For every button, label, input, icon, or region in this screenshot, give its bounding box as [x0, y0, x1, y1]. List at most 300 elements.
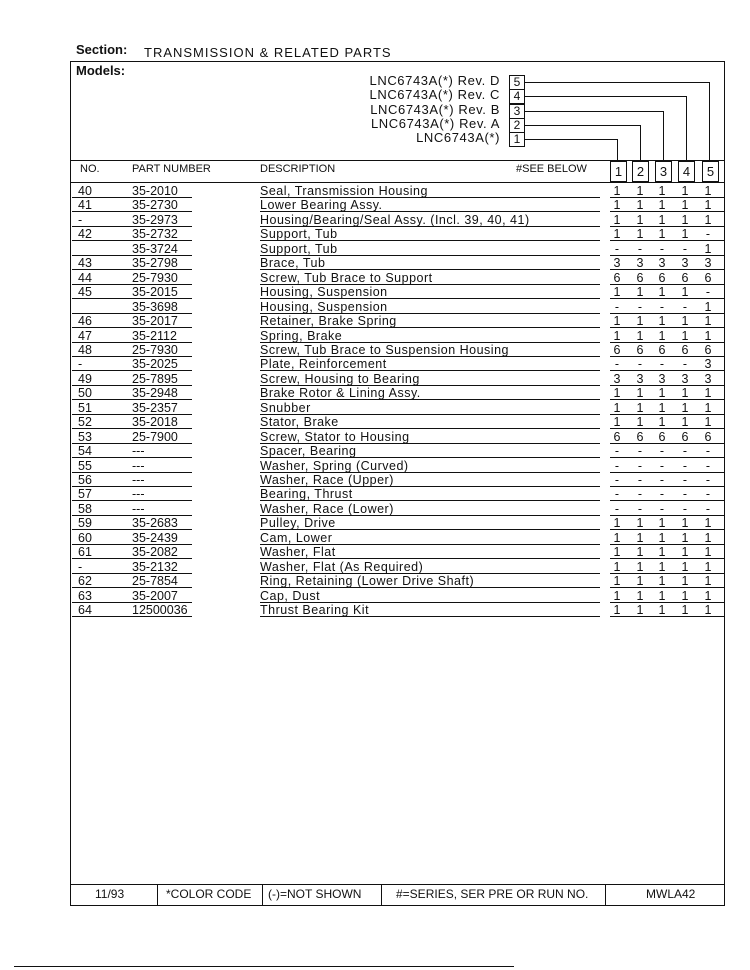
quantity-series-3: 1 — [658, 559, 666, 574]
quantity-series-4: 1 — [681, 328, 689, 343]
quantity-series-1: - — [614, 487, 620, 502]
quantity-series-3: 1 — [658, 603, 666, 618]
table-row — [70, 430, 725, 445]
quantity-series-4: 1 — [681, 415, 689, 430]
quantity-series-3: 1 — [658, 386, 666, 401]
quantity-series-4: 1 — [681, 559, 689, 574]
footer-not-shown: (-)=NOT SHOWN — [268, 887, 362, 901]
quantity-series-2: - — [637, 241, 643, 256]
quantity-series-5: - — [705, 444, 711, 459]
quantity-series-2: 1 — [636, 545, 644, 560]
part-number: 25-7900 — [132, 429, 178, 444]
item-number: 42 — [78, 227, 92, 242]
quantity-series-2: 6 — [636, 342, 644, 357]
part-description: Spacer, Bearing — [260, 444, 357, 459]
quantity-series-2: 6 — [636, 270, 644, 285]
quantity-series-5: 1 — [704, 516, 712, 531]
quantity-series-1: 1 — [613, 328, 621, 343]
footer-separator — [157, 884, 158, 906]
quantity-series-3: - — [659, 357, 665, 372]
table-row — [70, 516, 725, 531]
item-number: 59 — [78, 516, 92, 531]
quantity-series-5: 1 — [704, 328, 712, 343]
table-row — [70, 343, 725, 358]
model-name: LNC6743A(*) Rev. A — [370, 115, 500, 131]
quantity-series-3: 1 — [658, 516, 666, 531]
item-number: 64 — [78, 603, 92, 618]
quantity-series-1: 6 — [613, 429, 621, 444]
model-connector — [640, 125, 641, 161]
table-row — [70, 213, 725, 228]
table-row — [70, 502, 725, 517]
table-row — [70, 444, 725, 459]
part-description: Screw, Stator to Housing — [260, 429, 410, 444]
item-number: 58 — [78, 501, 92, 516]
quantity-series-2: 1 — [636, 227, 644, 242]
quantity-series-4: 1 — [681, 314, 689, 329]
part-number: --- — [132, 444, 145, 459]
model-name: LNC6743A(*) — [416, 130, 500, 146]
table-row — [70, 459, 725, 474]
quantity-series-4: 1 — [681, 184, 689, 198]
quantity-series-4: - — [682, 487, 688, 502]
quantity-series-5: 1 — [704, 299, 712, 314]
table-row — [70, 329, 725, 344]
part-number: 35-2132 — [132, 559, 178, 574]
quantity-series-2: 1 — [636, 574, 644, 589]
model-connector — [525, 111, 663, 112]
quantity-series-3: - — [659, 241, 665, 256]
quantity-series-1: 1 — [613, 386, 621, 401]
part-number: 12500036 — [132, 603, 188, 618]
model-connector — [525, 139, 617, 140]
quantity-series-2: 1 — [636, 212, 644, 227]
quantity-series-2: 1 — [636, 530, 644, 545]
quantity-series-1: - — [614, 444, 620, 459]
part-description: Lower Bearing Assy. — [260, 198, 383, 213]
part-number: --- — [132, 473, 145, 487]
quantity-series-1: 3 — [613, 371, 621, 386]
quantity-series-3: - — [659, 473, 665, 487]
quantity-series-1: 1 — [613, 285, 621, 300]
quantity-series-4: 3 — [681, 256, 689, 271]
part-number: 35-2683 — [132, 516, 178, 531]
quantity-series-1: 1 — [613, 603, 621, 618]
col-header-see-below: #SEE BELOW — [516, 163, 587, 175]
quantity-series-1: 1 — [613, 588, 621, 603]
quantity-series-5: 1 — [704, 588, 712, 603]
item-number: 48 — [78, 342, 92, 357]
quantity-series-4: - — [682, 458, 688, 473]
table-row — [70, 357, 725, 372]
item-number: 44 — [78, 270, 92, 285]
quantity-series-5: 1 — [704, 400, 712, 415]
quantity-series-4: 1 — [681, 574, 689, 589]
quantity-series-3: 1 — [658, 545, 666, 560]
part-description: Cap, Dust — [260, 588, 321, 603]
quantity-series-3: 3 — [658, 256, 666, 271]
header-underline — [70, 182, 725, 183]
quantity-series-3: 1 — [658, 212, 666, 227]
item-number: 47 — [78, 328, 92, 343]
model-connector — [709, 82, 710, 161]
quantity-series-2: 1 — [636, 516, 644, 531]
part-description: Plate, Reinforcement — [260, 357, 387, 372]
table-row — [70, 473, 725, 488]
part-description: Ring, Retaining (Lower Drive Shaft) — [260, 574, 475, 589]
part-description: Seal, Transmission Housing — [260, 184, 428, 198]
part-description: Screw, Tub Brace to Support — [260, 270, 433, 285]
part-description: Housing, Suspension — [260, 299, 388, 314]
item-number: 62 — [78, 574, 92, 589]
model-connector — [525, 125, 640, 126]
quantity-series-4: 1 — [681, 227, 689, 242]
part-description: Washer, Flat — [260, 545, 336, 560]
quantity-series-2: 1 — [636, 603, 644, 618]
footer-page-code: MWLA42 — [646, 887, 696, 901]
quantity-series-4: 6 — [681, 429, 689, 444]
table-row — [70, 227, 725, 242]
quantity-series-4: 1 — [681, 198, 689, 213]
models-label: Models: — [76, 63, 126, 78]
quantity-series-5: 1 — [704, 386, 712, 401]
quantity-series-4: - — [682, 299, 688, 314]
part-number: 35-3724 — [132, 241, 178, 256]
quantity-series-2: 3 — [636, 371, 644, 386]
table-row — [70, 256, 725, 271]
quantity-series-4: 1 — [681, 386, 689, 401]
quantity-series-1: - — [614, 241, 620, 256]
quantity-series-2: - — [637, 357, 643, 372]
item-number: 63 — [78, 588, 92, 603]
quantity-series-5: 1 — [704, 241, 712, 256]
quantity-series-1: - — [614, 357, 620, 372]
quantity-series-4: 1 — [681, 516, 689, 531]
quantity-series-2: 1 — [636, 415, 644, 430]
quantity-series-5: - — [705, 473, 711, 487]
model-name: LNC6743A(*) Rev. B — [370, 101, 500, 117]
model-name: LNC6743A(*) Rev. D — [369, 73, 500, 88]
part-number: 35-2973 — [132, 212, 178, 227]
part-description: Support, Tub — [260, 227, 338, 242]
quantity-series-4: - — [682, 473, 688, 487]
item-number: 54 — [78, 444, 92, 459]
row-underline — [610, 616, 725, 617]
section-label: Section: — [76, 42, 128, 57]
part-description: Stator, Brake — [260, 415, 339, 430]
part-number: 35-2730 — [132, 198, 178, 213]
item-number: 56 — [78, 473, 92, 487]
part-description: Bearing, Thrust — [260, 487, 353, 502]
quantity-series-3: 1 — [658, 415, 666, 430]
series-header-5: 5 — [702, 161, 719, 182]
part-number: 35-2112 — [132, 328, 177, 343]
quantity-series-3: 1 — [658, 227, 666, 242]
quantity-series-1: 1 — [613, 530, 621, 545]
footer-color-code: *COLOR CODE — [166, 887, 252, 901]
quantity-series-3: 1 — [658, 198, 666, 213]
quantity-series-5: 3 — [704, 256, 712, 271]
table-row — [70, 242, 725, 257]
model-series-box: 3 — [509, 104, 525, 119]
item-number: 40 — [78, 184, 92, 198]
quantity-series-1: - — [614, 458, 620, 473]
quantity-series-5: 1 — [704, 603, 712, 618]
row-underline — [260, 616, 600, 617]
table-row — [70, 415, 725, 430]
series-header-1: 1 — [610, 161, 627, 182]
quantity-series-4: 1 — [681, 212, 689, 227]
part-description: Screw, Housing to Bearing — [260, 371, 420, 386]
series-header-4: 4 — [678, 161, 695, 182]
table-row — [70, 603, 725, 618]
quantity-series-4: - — [682, 444, 688, 459]
footer-separator — [262, 884, 263, 906]
quantity-series-2: - — [637, 458, 643, 473]
part-description: Snubber — [260, 400, 311, 415]
quantity-series-1: 1 — [613, 212, 621, 227]
part-description: Thrust Bearing Kit — [260, 603, 370, 618]
quantity-series-2: 1 — [636, 386, 644, 401]
quantity-series-5: 1 — [704, 574, 712, 589]
item-number: 49 — [78, 371, 92, 386]
quantity-series-2: 1 — [636, 559, 644, 574]
model-connector — [617, 139, 618, 161]
model-series-box: 5 — [509, 75, 525, 90]
series-header-2: 2 — [632, 161, 649, 182]
quantity-series-1: 6 — [613, 270, 621, 285]
quantity-series-4: 1 — [681, 588, 689, 603]
part-number: --- — [132, 458, 145, 473]
quantity-series-1: 1 — [613, 314, 621, 329]
quantity-series-4: 6 — [681, 270, 689, 285]
quantity-series-5: - — [705, 227, 711, 242]
quantity-series-4: 6 — [681, 342, 689, 357]
quantity-series-5: 6 — [704, 429, 712, 444]
footer-date: 11/93 — [95, 887, 125, 901]
part-number: --- — [132, 501, 145, 516]
quantity-series-2: - — [637, 473, 643, 487]
model-series-box: 2 — [509, 118, 525, 133]
quantity-series-5: 3 — [704, 371, 712, 386]
quantity-series-4: 1 — [681, 400, 689, 415]
item-number: 60 — [78, 530, 92, 545]
part-description: Pulley, Drive — [260, 516, 336, 531]
col-header-no: NO. — [80, 163, 100, 175]
quantity-series-5: 1 — [704, 559, 712, 574]
part-number: 35-2007 — [132, 588, 178, 603]
quantity-series-5: - — [705, 487, 711, 502]
part-description: Housing, Suspension — [260, 285, 388, 300]
col-header-part-number: PART NUMBER — [132, 163, 211, 175]
quantity-series-3: 1 — [658, 314, 666, 329]
quantity-series-1: 1 — [613, 516, 621, 531]
footer-separator — [605, 884, 606, 906]
table-row — [70, 560, 725, 575]
quantity-series-4: - — [682, 357, 688, 372]
table-row — [70, 184, 725, 199]
series-header-3: 3 — [655, 161, 672, 182]
footer-divider — [70, 884, 725, 885]
quantity-series-2: - — [637, 299, 643, 314]
quantity-series-2: - — [637, 487, 643, 502]
item-number: 55 — [78, 458, 92, 473]
part-description: Brace, Tub — [260, 256, 326, 271]
item-number: 53 — [78, 429, 92, 444]
quantity-series-3: 1 — [658, 328, 666, 343]
table-row — [70, 285, 725, 300]
section-title: TRANSMISSION & RELATED PARTS — [144, 45, 392, 60]
part-number: 35-2010 — [132, 184, 178, 198]
quantity-series-1: 1 — [613, 198, 621, 213]
item-number: - — [78, 559, 83, 574]
part-number: --- — [132, 487, 145, 502]
quantity-series-4: 3 — [681, 371, 689, 386]
quantity-series-3: 1 — [658, 285, 666, 300]
model-connector — [686, 96, 687, 161]
quantity-series-1: 1 — [613, 559, 621, 574]
part-description: Brake Rotor & Lining Assy. — [260, 386, 421, 401]
part-description: Washer, Flat (As Required) — [260, 559, 424, 574]
quantity-series-1: - — [614, 473, 620, 487]
item-number: 46 — [78, 314, 92, 329]
table-row — [70, 401, 725, 416]
item-number: - — [78, 357, 83, 372]
item-number: - — [78, 212, 83, 227]
quantity-series-5: 1 — [704, 198, 712, 213]
part-number: 35-2948 — [132, 386, 178, 401]
footer-series-note: #=SERIES, SER PRE OR RUN NO. — [396, 887, 589, 901]
part-description: Retainer, Brake Spring — [260, 314, 397, 329]
quantity-series-1: 3 — [613, 256, 621, 271]
quantity-series-3: - — [659, 458, 665, 473]
quantity-series-2: 3 — [636, 256, 644, 271]
quantity-series-4: - — [682, 241, 688, 256]
quantity-series-3: - — [659, 444, 665, 459]
part-number: 25-7854 — [132, 574, 178, 589]
part-number: 35-2025 — [132, 357, 178, 372]
quantity-series-4: 1 — [681, 545, 689, 560]
quantity-series-1: 1 — [613, 545, 621, 560]
quantity-series-5: 1 — [704, 212, 712, 227]
table-row — [70, 589, 725, 604]
quantity-series-5: 1 — [704, 314, 712, 329]
quantity-series-1: 1 — [613, 400, 621, 415]
quantity-series-3: 1 — [658, 574, 666, 589]
quantity-series-2: 1 — [636, 285, 644, 300]
table-row — [70, 487, 725, 502]
model-connector — [525, 96, 686, 97]
quantity-series-5: - — [705, 285, 711, 300]
quantity-series-2: 1 — [636, 588, 644, 603]
quantity-series-2: 1 — [636, 314, 644, 329]
bottom-rule — [14, 966, 514, 967]
part-description: Support, Tub — [260, 241, 338, 256]
quantity-series-2: 1 — [636, 198, 644, 213]
quantity-series-4: 1 — [681, 603, 689, 618]
quantity-series-3: - — [659, 501, 665, 516]
item-number: 43 — [78, 256, 92, 271]
item-number: 57 — [78, 487, 92, 502]
quantity-series-1: 6 — [613, 342, 621, 357]
quantity-series-3: - — [659, 299, 665, 314]
quantity-series-2: - — [637, 444, 643, 459]
quantity-series-1: 1 — [613, 184, 621, 198]
part-number: 35-3698 — [132, 299, 178, 314]
quantity-series-2: - — [637, 501, 643, 516]
part-description: Screw, Tub Brace to Suspension Housing — [260, 342, 509, 357]
table-row — [70, 300, 725, 315]
table-row — [70, 198, 725, 213]
part-number: 25-7895 — [132, 371, 178, 386]
table-row — [70, 545, 725, 560]
row-underline — [72, 616, 192, 617]
quantity-series-3: 3 — [658, 371, 666, 386]
quantity-series-5: 3 — [704, 357, 712, 372]
quantity-series-5: 1 — [704, 184, 712, 198]
quantity-series-2: 1 — [636, 400, 644, 415]
quantity-series-5: 6 — [704, 342, 712, 357]
part-number: 35-2082 — [132, 545, 178, 560]
table-row — [70, 531, 725, 546]
item-number: 61 — [78, 545, 92, 560]
part-number: 25-7930 — [132, 270, 178, 285]
quantity-series-3: 1 — [658, 588, 666, 603]
quantity-series-3: 1 — [658, 530, 666, 545]
quantity-series-4: 1 — [681, 285, 689, 300]
item-number: 51 — [78, 400, 92, 415]
quantity-series-3: - — [659, 487, 665, 502]
model-series-box: 1 — [509, 132, 525, 147]
model-connector — [525, 82, 709, 83]
part-description: Cam, Lower — [260, 530, 333, 545]
quantity-series-5: - — [705, 458, 711, 473]
model-connector — [663, 111, 664, 161]
item-number: 45 — [78, 285, 92, 300]
quantity-series-5: 1 — [704, 530, 712, 545]
quantity-series-5: 1 — [704, 545, 712, 560]
quantity-series-3: 1 — [658, 400, 666, 415]
part-number: 35-2798 — [132, 256, 178, 271]
quantity-series-1: - — [614, 299, 620, 314]
part-number: 35-2015 — [132, 285, 178, 300]
item-number: 41 — [78, 198, 92, 213]
item-number: 52 — [78, 415, 92, 430]
quantity-series-5: 1 — [704, 415, 712, 430]
quantity-series-1: 1 — [613, 415, 621, 430]
part-description: Housing/Bearing/Seal Assy. (Incl. 39, 40, 41) — [260, 212, 530, 227]
part-number: 35-2439 — [132, 530, 178, 545]
part-description: Washer, Race (Lower) — [260, 501, 394, 516]
part-number: 25-7930 — [132, 342, 178, 357]
table-row — [70, 386, 725, 401]
quantity-series-4: 1 — [681, 530, 689, 545]
quantity-series-2: 6 — [636, 429, 644, 444]
footer-separator — [381, 884, 382, 906]
part-description: Washer, Race (Upper) — [260, 473, 394, 487]
quantity-series-4: - — [682, 501, 688, 516]
quantity-series-3: 6 — [658, 429, 666, 444]
quantity-series-3: 1 — [658, 184, 666, 198]
part-number: 35-2357 — [132, 400, 178, 415]
part-description: Washer, Spring (Curved) — [260, 458, 409, 473]
quantity-series-5: - — [705, 501, 711, 516]
quantity-series-3: 6 — [658, 342, 666, 357]
quantity-series-5: 6 — [704, 270, 712, 285]
part-description: Spring, Brake — [260, 328, 343, 343]
quantity-series-1: 1 — [613, 574, 621, 589]
quantity-series-3: 6 — [658, 270, 666, 285]
